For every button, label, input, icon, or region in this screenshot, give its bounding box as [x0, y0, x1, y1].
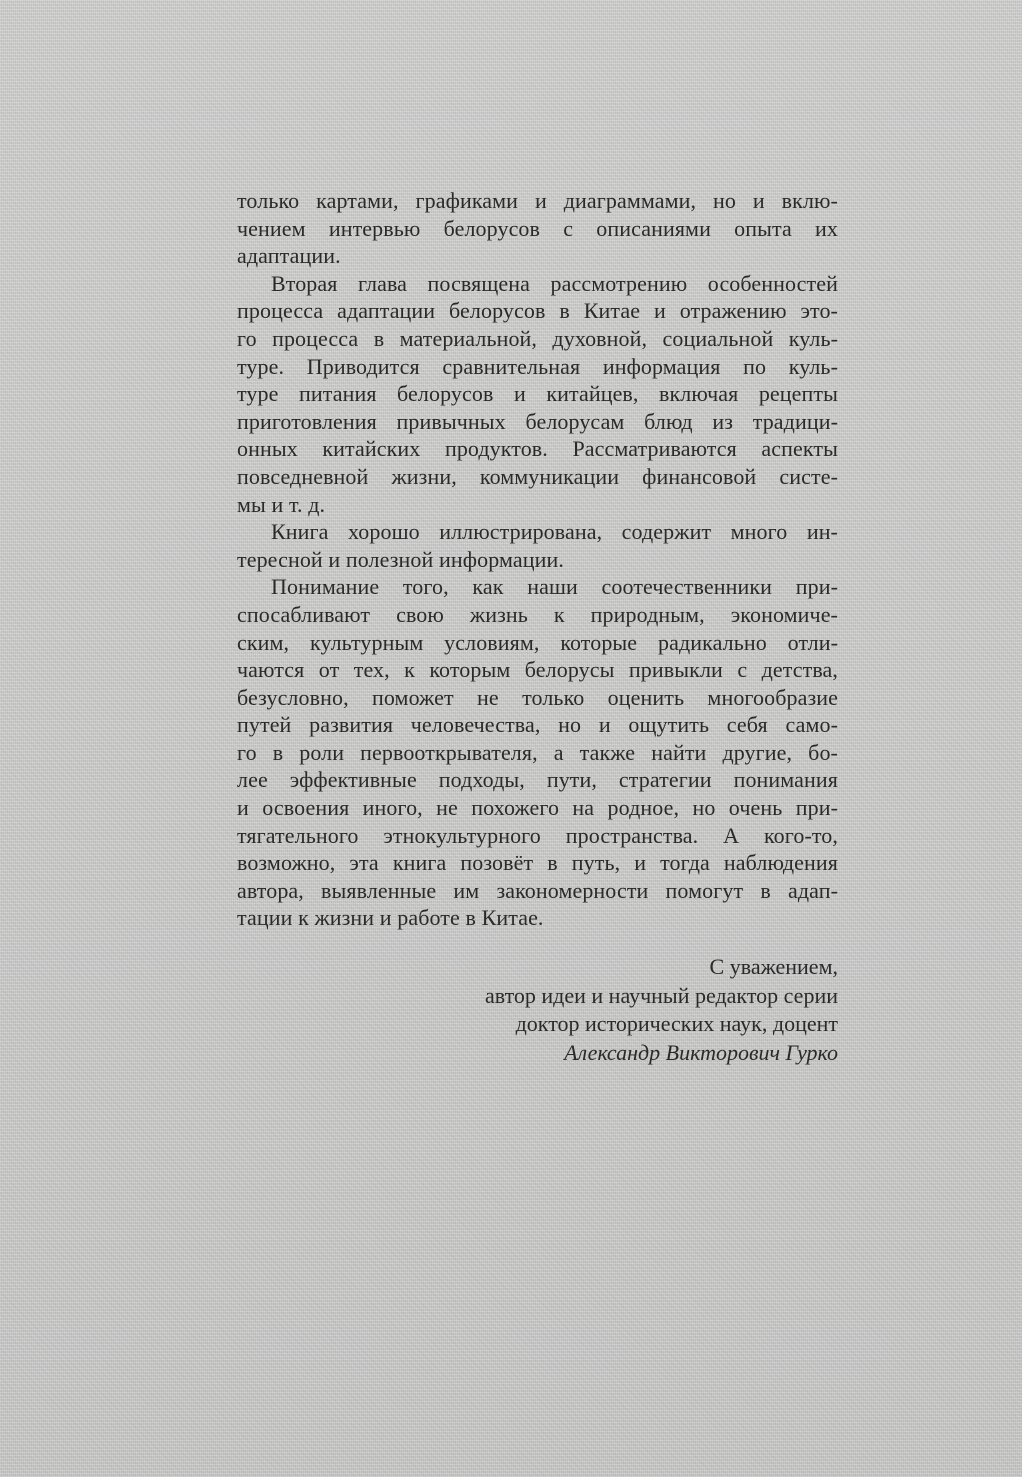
text-line: автора, выявленные им закономерности помогут в адап-: [237, 877, 838, 903]
text-line: Книга хорошо иллюстрирована, содержит много ин-: [271, 519, 838, 545]
signature-greeting: С уважением,: [709, 954, 838, 979]
text-line: спосабливают свою жизнь к природным, экономиче-: [237, 601, 838, 627]
signature-degree: доктор исторических наук, доцент: [515, 1011, 838, 1036]
text-line: путей развития человечества, но и ощутить себя само-: [237, 712, 838, 738]
text-line: тересной и полезной информации.: [237, 546, 564, 572]
signature-role: автор идеи и научный редактор серии: [484, 982, 838, 1008]
text-line: ским, культурным условиям, которые радикально отли-: [237, 629, 838, 655]
text-line: возможно, эта книга позовёт в путь, и тогда наблюдения: [237, 850, 838, 876]
signature-block: [237, 953, 838, 1067]
text-line: мы и т. д.: [237, 491, 326, 517]
text-line: повседневной жизни, коммуникации финансовой систе-: [237, 463, 838, 489]
text-line: приготовления привычных белорусам блюд из традици-: [237, 408, 838, 434]
text-line: чением интервью белорусов с описаниями опыта их: [237, 215, 838, 241]
text-line: и освоения иного, не похожего на родное, но очень при-: [237, 795, 838, 821]
text-line: го процесса в материальной, духовной, социальной куль-: [237, 325, 838, 351]
signature-name: Александр Викторович Гурко: [564, 1039, 838, 1065]
text-line: безусловно, поможет не только оценить многообразие: [237, 684, 838, 710]
text-line: туре. Приводится сравнительная информация по куль-: [237, 353, 838, 379]
text-line: чаются от тех, к которым белорусы привыкли с детства,: [237, 657, 838, 683]
text-line: туре питания белорусов и китайцев, включая рецепты: [237, 381, 838, 407]
text-line: только картами, графиками и диаграммами, но и вклю-: [237, 188, 838, 213]
paragraph-3: [237, 518, 838, 573]
text-line: го в роли первооткрывателя, а также найти другие, бо-: [237, 739, 838, 765]
text-line: онных китайских продуктов. Рассматриваются аспекты: [237, 436, 838, 462]
paragraph-2: [237, 270, 838, 518]
text-line: лее эффективные подходы, пути, стратегии понимания: [237, 767, 838, 793]
paragraph-4: [237, 573, 838, 932]
text-line: процесса адаптации белорусов в Китае и отражению это-: [237, 298, 838, 324]
text-line: адаптации.: [237, 243, 341, 269]
text-line: Понимание того, как наши соотечественники при-: [271, 574, 838, 600]
text-line: тации к жизни и работе в Китае.: [237, 905, 544, 931]
text-line: тягательного этнокультурного пространства. А кого-то,: [237, 822, 838, 848]
text-line: Вторая глава посвящена рассмотрению особенностей: [271, 270, 838, 296]
paragraph-1: [237, 187, 838, 270]
body-text: [237, 187, 838, 932]
